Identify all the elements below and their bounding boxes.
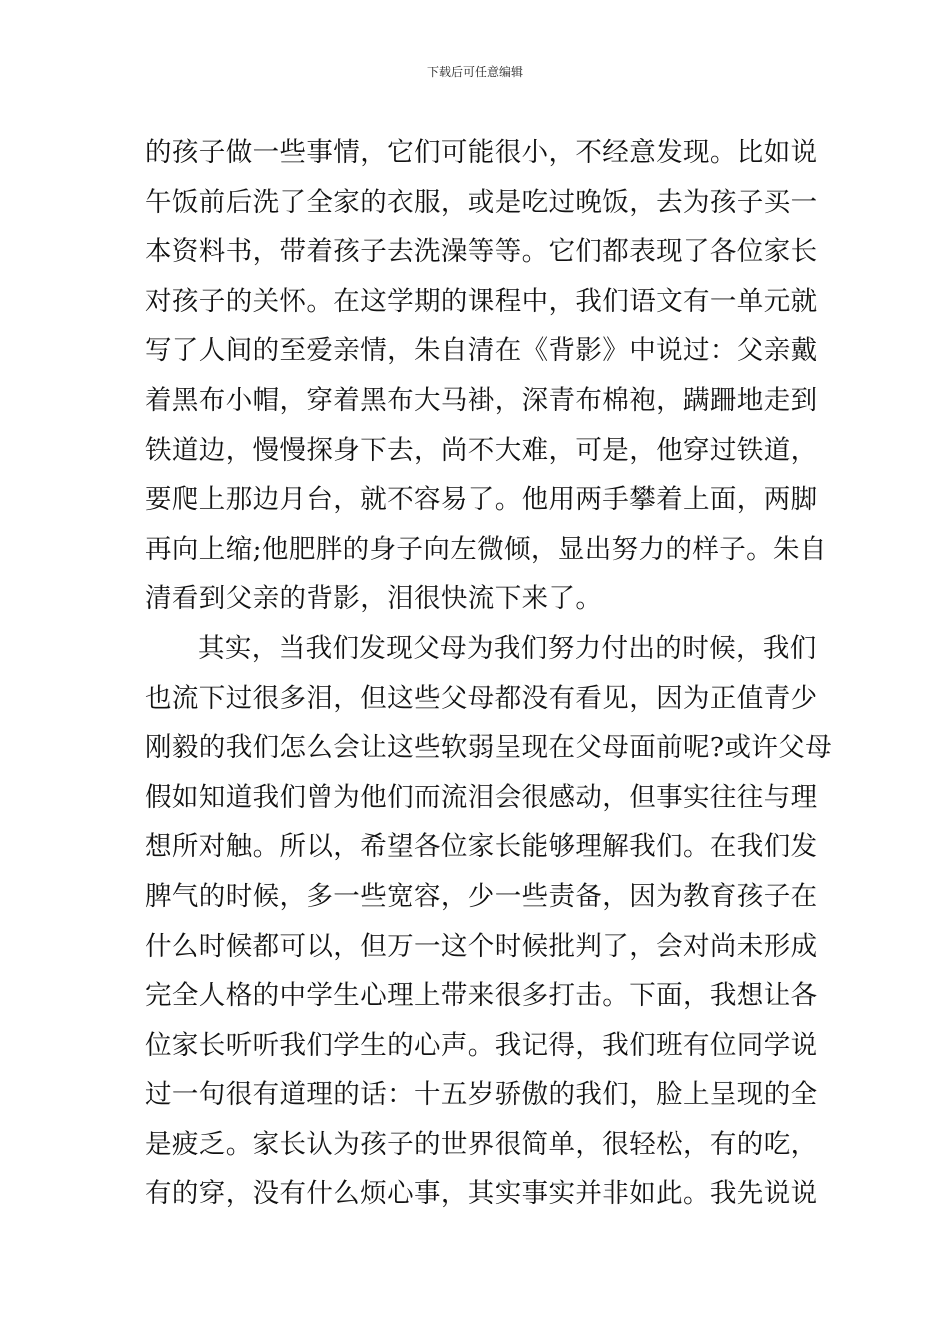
text-line: 的孩子做一些事情，它们可能很小，不经意发现。比如说 [145, 137, 818, 168]
text-line: 再向上缩;他肥胖的身子向左微倾，显出努力的样子。朱自 [145, 533, 827, 565]
text-line: 假如知道我们曾为他们而流泪会很感动，但事实往往与理 [145, 781, 818, 813]
paragraph-2 [145, 624, 833, 1219]
document-body [145, 128, 833, 1219]
text-line: 完全人格的中学生心理上带来很多打击。下面，我想让各 [145, 980, 818, 1012]
header-note: 下载后可任意编辑 [426, 65, 523, 79]
text-line: 过一句很有道理的话：十五岁骄傲的我们，脸上呈现的全 [145, 1079, 818, 1111]
text-line: 清看到父亲的背影，泪很快流下来了。 [145, 583, 603, 615]
text-line: 什么时候都可以，但万一这个时候批判了，会对尚未形成 [145, 930, 818, 962]
text-line: 写了人间的至爱亲情，朱自清在《背影》中说过：父亲戴 [145, 335, 818, 367]
text-line: 想所对触。所以，希望各位家长能够理解我们。在我们发 [145, 831, 818, 863]
text-line: 对孩子的关怀。在这学期的课程中，我们语文有一单元就 [145, 285, 818, 317]
text-line: 刚毅的我们怎么会让这些软弱呈现在父母面前呢?或许父母 [145, 732, 833, 764]
text-line: 脾气的时候，多一些宽容，少一些责备，因为教育孩子在 [145, 880, 818, 912]
text-line-indented: 其实，当我们发现父母为我们努力付出的时候，我们 [198, 632, 817, 664]
text-line: 要爬上那边月台，就不容易了。他用两手攀着上面，两脚 [145, 484, 818, 516]
text-line: 本资料书，带着孩子去洗澡等等。它们都表现了各位家长 [145, 236, 818, 268]
paragraph-1 [145, 128, 827, 624]
text-line: 位家长听听我们学生的心声。我记得，我们班有位同学说 [145, 1029, 818, 1061]
text-line: 有的穿，没有什么烦心事，其实事实并非如此。我先说说 [145, 1178, 818, 1210]
text-line: 午饭前后洗了全家的衣服，或是吃过晚饭，去为孩子买一 [145, 186, 818, 218]
text-line: 着黑布小帽，穿着黑布大马褂，深青布棉袍，蹒跚地走到 [145, 384, 818, 416]
text-line: 铁道边，慢慢探身下去，尚不大难，可是，他穿过铁道， [145, 434, 818, 466]
text-line: 也流下过很多泪，但这些父母都没有看见，因为正值青少 [145, 682, 818, 714]
text-line: 是疲乏。家长认为孩子的世界很简单，很轻松，有的吃， [145, 1128, 818, 1160]
